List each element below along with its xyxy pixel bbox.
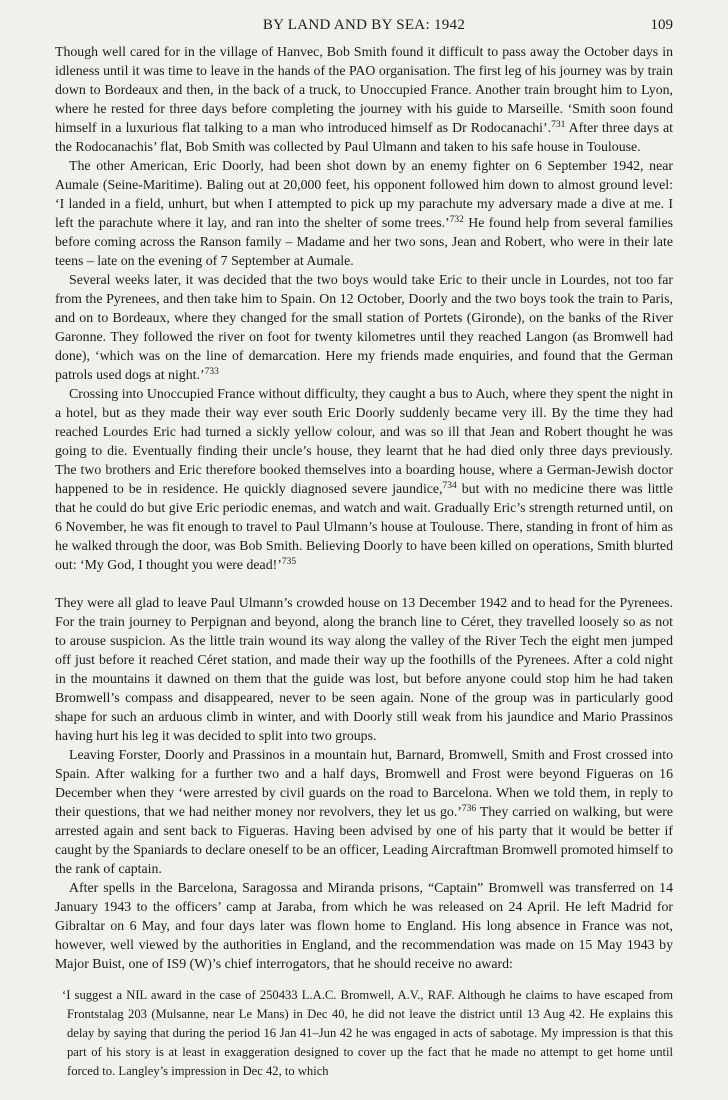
paragraph-text: After spells in the Barcelona, Saragossa and Miranda prisons, “Captain” Bromwell was transferred on 14 January 1943 to the officers’ camp at Jaraba, from which he was released on 24 April. He left Madrid for Gibraltar on 6 May, and four days later was flown home to England. His long absence in France was not, however, well viewed by the authorities in England, and the recommendation was made on 15 May 1943 by Major Buist, one of IS9 (W)’s chief interrogators, that he should receive no award: [55,880,673,971]
paragraph [55,384,673,574]
quote-text: ‘I suggest a NIL award in the case of 250433 L.A.C. Bromwell, A.V., RAF. Although he claims to have escaped from Frontstalag 203 (Mulsanne, near Le Mans) in Dec 40, he did not leave the district until 13 Aug 42. He explains this delay by saying that during the period 16 Jan 41–Jun 42 he was engaged in acts of sabotage. My impression is that this part of his story is at least in exaggeration designed to cover up the fact that he made no attempt to get home until forced to. Langley’s impression in Dec 42, to which [62,988,673,1078]
footnote-ref: 735 [281,557,297,567]
paragraph-text: Crossing into Unoccupied France without difficulty, they caught a bus to Auch, where they spent the night in a hotel, but as they made their way ever south Eric Doorly suddenly became very ill. By the time they had reached Lourdes Eric had turned a sickly yellow colour, and was so ill that Jean and Robert thought he was going to die. Eventually finding their uncle’s house, they learnt that he had died only three days previously. The two brothers and Eric therefore booked themselves into a boarding house, where a German-Jewish doctor happened to be in residence. He quickly diagnosed severe jaundice, [55,386,673,496]
paragraph-text: Several weeks later, it was decided that the two boys would take Eric to their uncle in Lourdes, not too far from the Pyrenees, and then take him to Spain. On 12 October, Doorly and the two boys took the train to Paris, and on to Bordeaux, where they changed for the small station of Portets (Gironde), on the banks of the River Garonne. They followed the river on foot for twenty kilometres until they reached Langon (as Bromwell had done), ‘which was on the line of demarcation. Here my friends made enquiries, and found that the German patrols used dogs at night.’ [55,272,673,382]
paragraph-text: After three days at the Rodocanachis’ flat, Bob Smith was collected by Paul Ulmann and taken to his safe house in Toulouse. [55,120,673,154]
footnote-ref: 731 [551,120,566,130]
running-title: BY LAND AND BY SEA: 1942 [262,17,466,33]
paragraph-text: They carried on walking, but were arrested again and sent back to Figueras. Having been advised by one of his party that it would be better if caught by the Spaniards to declare oneself to be an officer, Leading Aircraftman Bromwell promoted himself to the rank of captain. [55,804,674,876]
paragraph-text: Leaving Forster, Doorly and Prassinos in a mountain hut, Barnard, Bromwell, Smith and Frost crossed into Spain. After walking for a further two and a half days, Bromwell and Frost were beyond Figueras on 16 December when they ‘were arrested by civil guards on the road to Barcelona. When we told them, in reply to their questions, that we had neither money nor revolvers, they let us go.’ [55,747,673,819]
footnote-ref: 734 [442,481,457,491]
block-quote [55,986,673,1081]
paragraph [55,593,673,745]
paragraph [55,42,673,156]
footnote-ref: 733 [204,367,219,377]
paragraph-text: Though well cared for in the village of Hanvec, Bob Smith found it difficult to pass away the October days in idleness until it was time to leave in the hands of the PAO organisation. The first leg of his journey was by train down to Bordeaux and then, in the back of a truck, to Unoccupied France. Another train brought him to Lyon, where he rested for three days before completing the journey with his guide to Marseille. ‘Smith soon found himself in a luxurious flat talking to a man who introduced himself as Dr Rodocanachi’. [55,44,673,135]
main-text [55,42,673,973]
footnote-ref: 736 [461,804,477,814]
paragraph [55,878,673,973]
paragraph [55,270,673,384]
paragraph-text: but with no medicine there was little that he could do but give Eric periodic enemas, and watch and wait. Gradually Eric’s strength returned until, on 6 November, he was fit enough to travel to Paul Ulmann’s house at Toulouse. There, standing in front of him as he walked through the door, was Bob Smith. Believing Doorly to have been killed on operations, Smith blurted out: ‘My God, I thought you were dead!’ [55,481,673,572]
paragraph-text: They were all glad to leave Paul Ulmann’s crowded house on 13 December 1942 and to head for the Pyrenees. For the train journey to Perpignan and beyond, along the branch line to Céret, they travelled loosely so as not to arouse suspicion. As the little train wound its way along the valley of the River Tech the eight men jumped off just before it reached Céret station, and made their way up the foothills of the Pyrenees. After a cold night in the mountains it dawned on them that the guide was lost, but before anyone could stop him he had taken Bromwell’s compass and disappeared, never to be seen again. None of the group was in particularly good shape for such an arduous climb in winter, and with Doorly still weak from his jaundice and Mario Prassinos having hurt his leg it was decided to split into two groups. [55,595,673,743]
paragraph [55,156,673,270]
footnote-ref: 732 [449,215,464,225]
running-header [55,14,673,38]
page-number: 109 [650,17,673,33]
paragraph-text: The other American, Eric Doorly, had been shot down by an enemy fighter on 6 September 1942, near Aumale (Seine-Maritime). Baling out at 20,000 feet, his opponent followed him down to almost ground level: ‘I landed in a field, unhurt, but when I attempted to pick up my parachute my adversary made a dive at me. I left the parachute where it lay, and ran into the shelter of some trees.’ [55,158,673,230]
paragraph [55,745,673,878]
paragraph-text: He found help from several families before coming across the Ranson family – Madame and her two sons, Jean and Robert, who were in their late teens – late on the evening of 7 September at Aumale. [55,215,673,268]
